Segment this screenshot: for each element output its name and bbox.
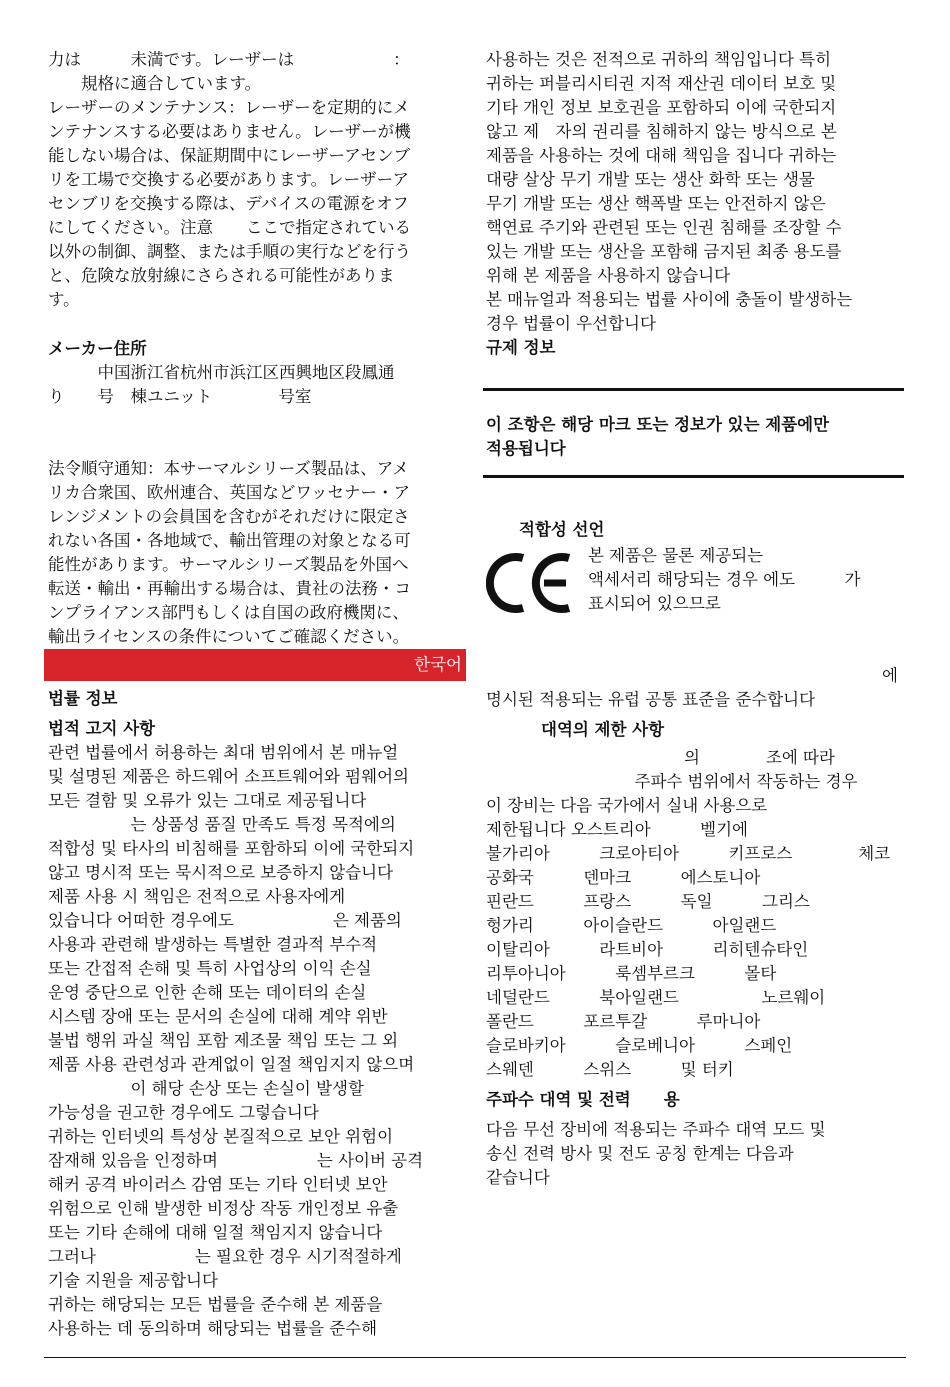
text-line: 적합성 및 타사의 비침해를 포함하되 이에 국한되지 [48, 839, 415, 858]
clause-applicability [486, 413, 904, 461]
ce-standards-text [486, 664, 904, 712]
text-line: 무기 개발 또는 생산 핵폭발 또는 안전하지 않은 [486, 194, 826, 213]
text-line: 能性があります。サーマルシリーズ製品を外国へ [48, 555, 409, 574]
maker-address [48, 361, 466, 409]
text-line: 명시된 적용되는 유럽 공통 표준을 준수합니다 [486, 690, 816, 709]
text-line: 이 장비는 다음 국가에서 실내 사용으로 [486, 796, 768, 815]
maker-address-heading: メーカー住所 [48, 339, 147, 358]
text-line: 액세서리 해당되는 경우 에도 가 [588, 570, 861, 589]
text-line: 주파수 범위에서 작동하는 경우 [486, 772, 858, 791]
text-line: 中国浙江省杭州市浜江区西興地区段鳳通 [48, 363, 395, 382]
text-line: 転送・輸出・再輸出する場合は、貴社の法務・コ [48, 579, 411, 598]
text-line: 에 [486, 666, 898, 685]
text-line: 이탈리아 라트비아 리히텐슈타인 [486, 940, 809, 959]
legal-notice-heading: 법적 고지 사항 [48, 719, 156, 738]
text-line: 사용과 관련해 발생하는 특별한 결과적 부수적 [48, 935, 378, 954]
regulatory-info-heading: 규제 정보 [486, 338, 556, 357]
text-line: 송신 전력 방사 및 전도 공칭 한계는 다음과 [486, 1144, 794, 1163]
frequency-power-heading: 주파수 대역 및 전력 용 [486, 1090, 680, 1109]
text-line: 폴란드 포르투갈 루마니아 [486, 1012, 761, 1031]
text-line: 시스템 장애 또는 문서의 손실에 대해 계약 위반 [48, 1007, 388, 1026]
text-line: と、危険な放射線にさらされる可能性がありま [48, 266, 395, 285]
frequency-power-text [486, 1118, 904, 1190]
text-line: リカ合衆国、欧州連合、英国などワッセナー・ア [48, 483, 411, 502]
text-line: 불가리아 크로아티아 키프로스 체코 [486, 844, 891, 863]
text-line: 핀란드 프랑스 독일 그리스 [486, 892, 810, 911]
text-line: レーザーのメンテナンス：レーザーを定期的にメ [48, 98, 410, 117]
text-line: 잠재해 있음을 인정하며 는 사이버 공격 [48, 1151, 424, 1170]
text-line: 사용하는 것은 전적으로 귀하의 책임입니다 특히 [486, 50, 832, 69]
right-column [486, 48, 904, 1190]
text-line: 는 상품성 품질 만족도 특정 목적에의 [48, 815, 396, 834]
text-line: 기술 지원을 제공합니다 [48, 1271, 218, 1290]
text-line: 운영 중단으로 인한 손해 또는 데이터의 손실 [48, 983, 367, 1002]
text-line: 제품 사용 시 책임은 전적으로 사용자에게 [48, 887, 346, 906]
ce-declaration [486, 544, 904, 618]
text-line: 적용됩니다 [486, 439, 566, 458]
text-line: 제품 사용 관련성과 관계없이 일절 책임지지 않으며 [48, 1055, 415, 1074]
text-line: 또는 기타 손해에 대해 일절 책임지지 않습니다 [48, 1223, 383, 1242]
text-line: 다음 무선 장비에 적용되는 주파수 대역 모드 및 [486, 1120, 826, 1139]
language-band-korean: 한국어 [44, 649, 466, 681]
text-line: ンテナンスする必要はありません。レーザーが機 [48, 122, 411, 141]
text-line: 위해 본 제품을 사용하지 않습니다 [486, 266, 731, 285]
text-line: 및 설명된 제품은 하드웨어 소프트웨어와 펌웨어의 [48, 767, 409, 786]
text-line: センブリを交換する際は、デバイスの電源をオフ [48, 194, 409, 213]
legal-notice-paragraph [48, 741, 466, 1341]
laser-paragraph [48, 48, 466, 312]
page-bottom-rule [44, 1357, 906, 1358]
text-line: リを工場で交換する必要があります。レーザーア [48, 170, 409, 189]
text-line: 기타 개인 정보 보호권을 포함하되 이에 국한되지 [486, 98, 837, 117]
text-line: 같습니다 [486, 1168, 550, 1187]
text-line: にしてください。注意 ここで指定されている [48, 218, 411, 237]
legal-info-heading: 법률 정보 [48, 689, 118, 708]
text-line: 있습니다 어떠한 경우에도 은 제품의 [48, 911, 402, 930]
text-line: 대량 살상 무기 개발 또는 생산 화학 또는 생물 [486, 170, 815, 189]
text-line: 모든 결함 및 오류가 있는 그대로 제공됩니다 [48, 791, 367, 810]
text-line: 공화국 덴마크 에스토니아 [486, 868, 761, 887]
text-line: 가능성을 권고한 경우에도 그렇습니다 [48, 1103, 319, 1122]
conformity-heading: 적합성 선언 [519, 520, 605, 539]
text-line: 표시되어 있으므로 [588, 594, 721, 613]
text-line: 의 조에 따라 [486, 748, 835, 767]
text-line: 해커 공격 바이러스 감염 또는 기타 인터넷 보안 [48, 1175, 388, 1194]
text-line: 規格に適合しています。 [48, 74, 262, 93]
text-line: ンプライアンス部門もしくは自国の政府機関に、 [48, 603, 409, 622]
text-line: 리투아니아 룩셈부르크 몰타 [486, 964, 777, 983]
text-line: 귀하는 퍼블리시티권 지적 재산권 데이터 보호 및 [486, 74, 837, 93]
text-line: 輸出ライセンスの条件についてご確認ください。 [48, 627, 410, 646]
text-line: 위험으로 인해 발생한 비정상 작동 개인정보 유출 [48, 1199, 399, 1218]
text-line: 불법 행위 과실 책임 포함 제조물 책임 또는 그 외 [48, 1031, 399, 1050]
text-line: 스웨덴 스위스 및 터키 [486, 1060, 734, 1079]
legal-notice-continued [486, 48, 904, 336]
text-line: 헝가리 아이슬란드 아일랜드 [486, 916, 777, 935]
text-line: り 号 棟ユニット 号室 [48, 387, 312, 406]
text-line: す。 [48, 290, 80, 309]
text-line: 力は 未満です。レーザーは ： [48, 50, 410, 69]
text-line: 제한됩니다 오스트리아 벨기에 [486, 820, 748, 839]
text-line: れない各国・各地域で、輸出管理の対象となる可 [48, 531, 411, 550]
text-line: 관련 법률에서 허용하는 최대 범위에서 본 매뉴얼 [48, 743, 399, 762]
text-line: 法令順守通知：本サーマルシリーズ製品は、アメ [48, 459, 409, 478]
text-line: 이 해당 손상 또는 손실이 발생할 [48, 1079, 364, 1098]
text-line: 또는 간접적 손해 및 특히 사업상의 이익 손실 [48, 959, 372, 978]
text-line: 귀하는 해당되는 모든 법률을 준수해 본 제품을 [48, 1295, 383, 1314]
band-restriction-list [486, 746, 904, 1082]
band-restriction-heading: 대역의 제한 사항 [541, 720, 665, 739]
text-line: 네덜란드 북아일랜드 노르웨이 [486, 988, 826, 1007]
text-line: 이 조항은 해당 마크 또는 정보가 있는 제품에만 [486, 415, 830, 434]
text-line: 귀하는 인터넷의 특성상 본질적으로 보안 위험이 [48, 1127, 394, 1146]
compliance-notice [48, 457, 466, 649]
text-line: 以外の制御、調整、または手順の実行などを行う [48, 242, 411, 261]
left-column [48, 48, 466, 1341]
text-line: 슬로바키아 슬로베니아 스페인 [486, 1036, 793, 1055]
text-line: 경우 법률이 우선합니다 [486, 314, 656, 333]
text-line: レンジメントの会員国を含むがそれだけに限定さ [48, 507, 410, 526]
text-line: 않고 명시적 또는 묵시적으로 보증하지 않습니다 [48, 863, 394, 882]
text-line: 있는 개발 또는 생산을 포함해 금지된 최종 용도를 [486, 242, 842, 261]
text-line: 그러나 는 필요한 경우 시기적절하게 [48, 1247, 402, 1266]
text-line: 사용하는 데 동의하며 해당되는 법률을 준수해 [48, 1319, 378, 1338]
text-line: 핵연료 주기와 관련된 또는 인권 침해를 조장할 수 [486, 218, 842, 237]
ce-mark-icon [486, 548, 578, 618]
text-line: 能しない場合は、保証期間中にレーザーアセンブ [48, 146, 411, 165]
text-line: 본 매뉴얼과 적용되는 법률 사이에 충돌이 발생하는 [486, 290, 853, 309]
text-line: 않고 제 자의 권리를 침해하지 않는 방식으로 본 [486, 122, 837, 141]
text-line: 제품을 사용하는 것에 대해 책임을 집니다 귀하는 [486, 146, 837, 165]
text-line: 본 제품은 물론 제공되는 [588, 546, 764, 565]
